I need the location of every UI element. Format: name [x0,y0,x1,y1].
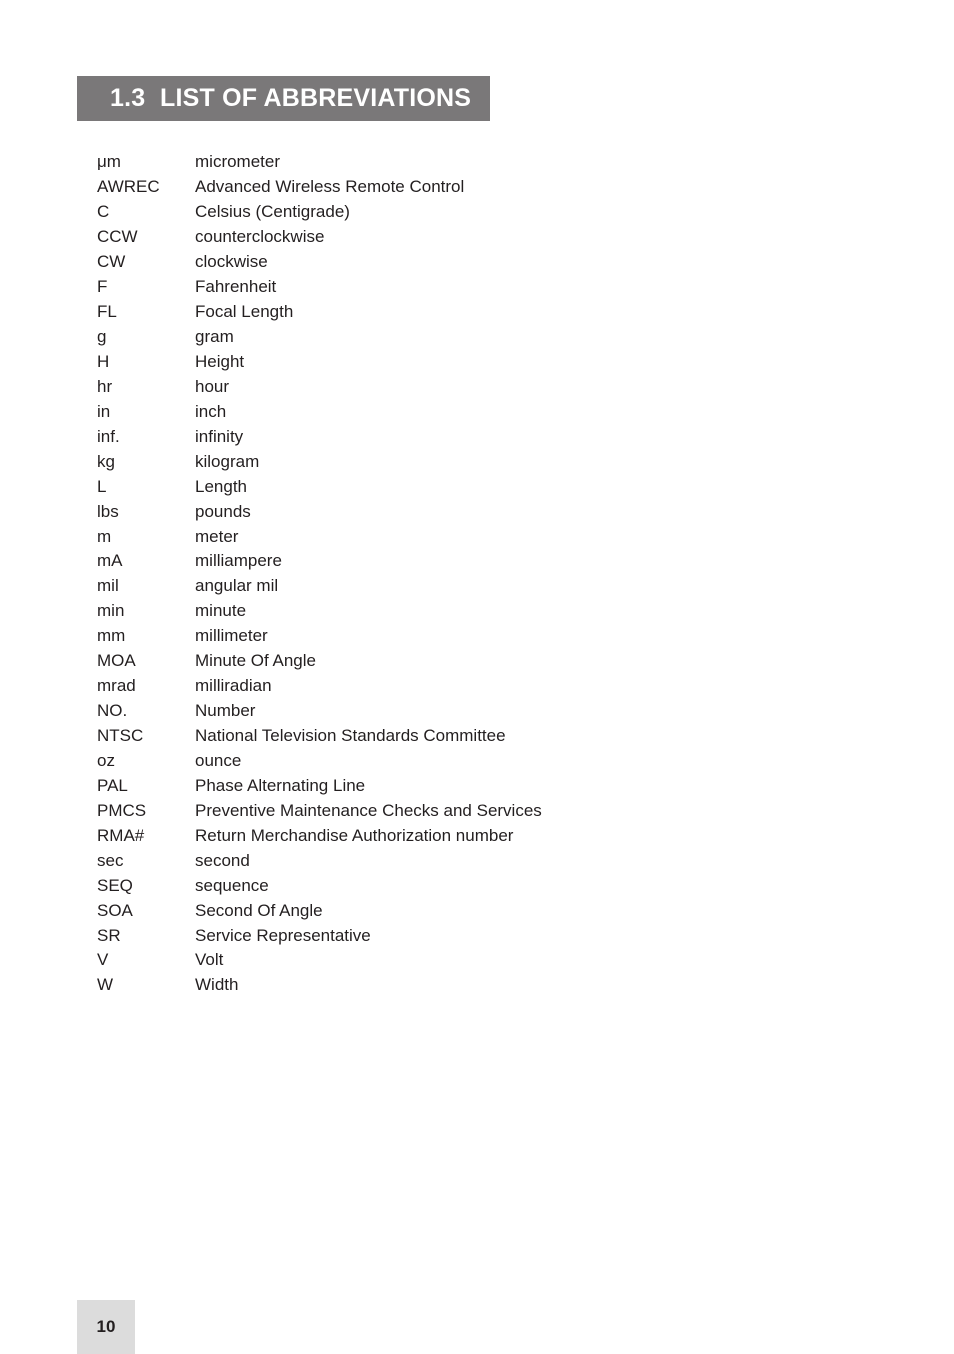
abbreviation-row [97,973,542,998]
abbreviation-definition: hour [195,376,230,396]
abbreviation-row [97,848,542,873]
abbreviation-term: NTSC [97,726,144,746]
abbreviation-row [97,549,542,574]
abbreviation-term: MOA [97,651,136,671]
abbreviation-row [97,399,542,424]
section-number: 1.3 [110,84,146,112]
abbreviation-definition: angular mil [195,576,279,596]
abbreviation-row [97,200,542,225]
abbreviation-term: CW [97,252,126,272]
abbreviation-definition: pounds [195,501,251,521]
abbreviation-definition: Service Representative [195,925,371,945]
abbreviation-definition: Preventive Maintenance Checks and Services [195,800,542,820]
abbreviation-row [97,449,542,474]
abbreviation-definition: Advanced Wireless Remote Control [195,177,465,197]
abbreviation-term: in [97,401,111,421]
abbreviation-term: kg [97,451,115,471]
abbreviation-row [97,300,542,325]
abbreviation-definition: infinity [195,426,244,446]
abbreviation-term: PAL [97,775,128,795]
abbreviation-row [97,424,542,449]
abbreviation-row [97,150,542,175]
abbreviation-definition: Minute Of Angle [195,651,316,671]
abbreviation-term: mm [97,626,126,646]
abbreviation-definition: Number [195,701,256,721]
abbreviation-term: sec [97,850,124,870]
abbreviation-term: CCW [97,227,138,247]
abbreviation-row [97,624,542,649]
abbreviation-definition: micrometer [195,152,281,172]
abbreviation-definition: Return Merchandise Authorization number [195,825,514,845]
abbreviation-definition: clockwise [195,252,268,272]
abbreviation-list [97,150,542,998]
abbreviation-row [97,350,542,375]
abbreviation-term: V [97,950,109,970]
abbreviation-definition: Second Of Angle [195,900,323,920]
abbreviation-term: μm [97,152,121,172]
abbreviation-row [97,574,542,599]
abbreviation-row [97,898,542,923]
abbreviation-definition: Width [195,975,239,995]
abbreviation-term: inf. [97,426,120,446]
abbreviation-term: mrad [97,676,136,696]
abbreviation-definition: kilogram [195,451,260,471]
abbreviation-row [97,524,542,549]
abbreviation-definition: minute [195,601,247,621]
section-title-bar [77,76,490,121]
abbreviation-definition: milliradian [195,676,272,696]
abbreviation-definition: Volt [195,950,224,970]
abbreviation-definition: Focal Length [195,302,294,322]
abbreviation-row [97,250,542,275]
abbreviation-row [97,823,542,848]
abbreviation-term: FL [97,302,117,322]
abbreviation-term: min [97,601,125,621]
abbreviation-row [97,948,542,973]
abbreviation-term: m [97,526,112,546]
abbreviation-term: AWREC [97,177,160,197]
abbreviation-row [97,275,542,300]
abbreviation-row [97,175,542,200]
abbreviation-term: SR [97,925,121,945]
abbreviation-row [97,225,542,250]
abbreviation-definition: second [195,850,250,870]
abbreviation-definition: milliampere [195,551,282,571]
abbreviation-row [97,325,542,350]
page-number: 10 [77,1300,135,1354]
abbreviation-row [97,499,542,524]
abbreviation-term: W [97,975,114,995]
abbreviation-term: H [97,351,110,371]
abbreviation-term: PMCS [97,800,147,820]
abbreviation-row [97,923,542,948]
abbreviation-term: oz [97,750,115,770]
abbreviation-row [97,599,542,624]
abbreviation-term: mil [97,576,119,596]
abbreviation-definition: counterclockwise [195,227,325,247]
abbreviation-definition: gram [195,327,234,347]
abbreviation-row [97,724,542,749]
abbreviation-term: g [97,327,107,347]
abbreviation-term: SEQ [97,875,133,895]
abbreviation-definition: Celsius (Centigrade) [195,202,350,222]
abbreviation-definition: ounce [195,750,242,770]
abbreviation-term: SOA [97,900,133,920]
abbreviation-row [97,699,542,724]
abbreviation-term: NO. [97,701,128,721]
abbreviation-definition: National Television Standards Committee [195,726,506,746]
abbreviation-row [97,674,542,699]
abbreviation-row [97,374,542,399]
abbreviation-term: F [97,277,108,297]
abbreviation-term: lbs [97,501,119,521]
abbreviation-row [97,474,542,499]
section-title: LIST OF ABBREVIATIONS [160,84,472,112]
abbreviation-term: L [97,476,107,496]
abbreviation-definition: millimeter [195,626,268,646]
abbreviation-row [97,873,542,898]
abbreviation-definition: sequence [195,875,269,895]
abbreviation-row [97,773,542,798]
abbreviation-term: mA [97,551,123,571]
abbreviation-definition: Height [195,351,245,371]
abbreviation-definition: Length [195,476,247,496]
abbreviation-term: C [97,202,110,222]
abbreviation-definition: Fahrenheit [195,277,277,297]
abbreviation-definition: meter [195,526,239,546]
abbreviation-term: hr [97,376,113,396]
abbreviation-row [97,749,542,774]
abbreviation-term: RMA# [97,825,145,845]
abbreviation-row [97,649,542,674]
abbreviation-definition: inch [195,401,227,421]
abbreviation-definition: Phase Alternating Line [195,775,366,795]
abbreviation-row [97,798,542,823]
